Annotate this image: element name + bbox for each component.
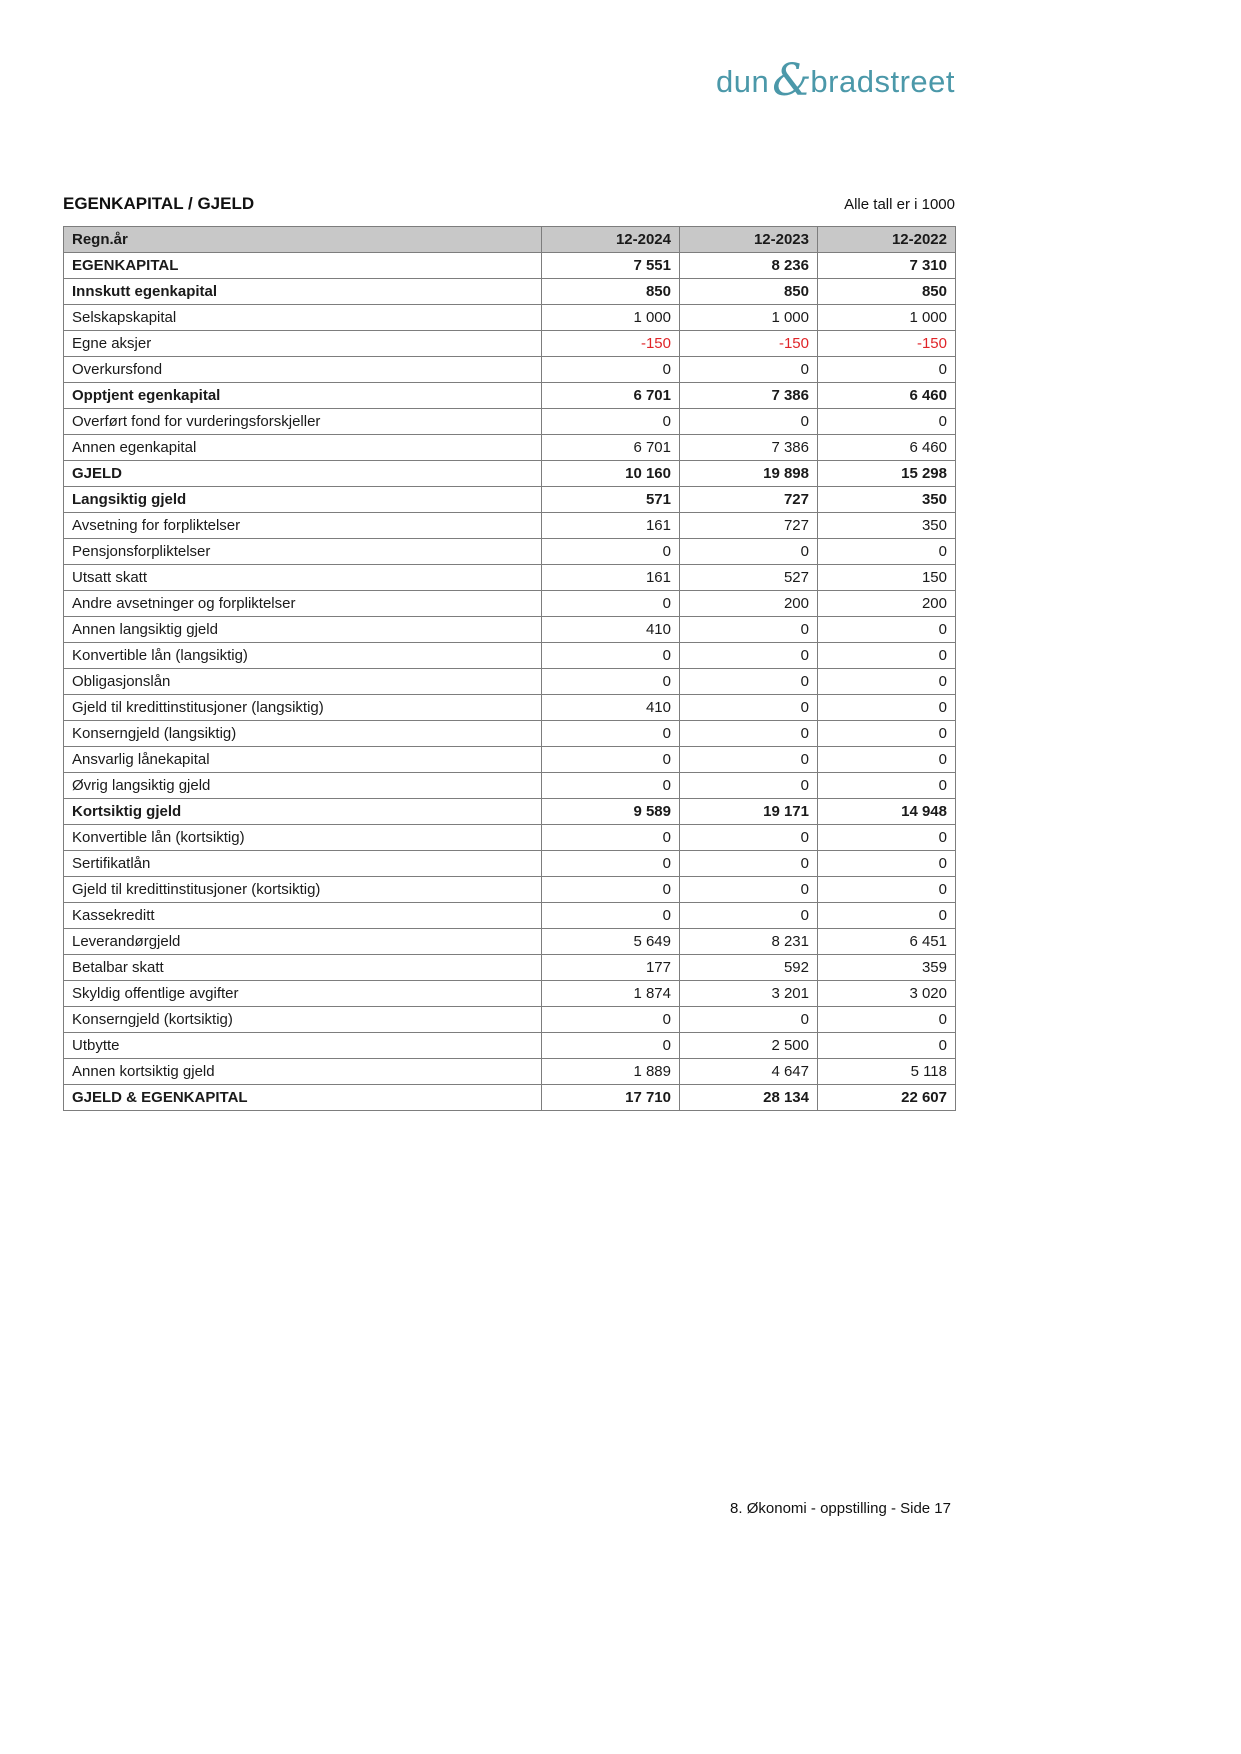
- row-value: 0: [680, 903, 818, 929]
- row-value: 0: [680, 539, 818, 565]
- row-value: 7 310: [818, 253, 956, 279]
- row-value: 0: [818, 409, 956, 435]
- row-label: Konserngjeld (kortsiktig): [64, 1007, 542, 1033]
- table-row: [64, 513, 956, 539]
- row-label: Skyldig offentlige avgifter: [64, 981, 542, 1007]
- row-value: 350: [818, 513, 956, 539]
- table-row: [64, 877, 956, 903]
- table-row: [64, 591, 956, 617]
- row-label: Annen kortsiktig gjeld: [64, 1059, 542, 1085]
- row-value: 0: [542, 1033, 680, 1059]
- row-label: Utbytte: [64, 1033, 542, 1059]
- row-value: 200: [818, 591, 956, 617]
- row-value: 0: [542, 851, 680, 877]
- row-label: Selskapskapital: [64, 305, 542, 331]
- row-value: 727: [680, 513, 818, 539]
- units-note: Alle tall er i 1000: [844, 196, 955, 213]
- row-value: 350: [818, 487, 956, 513]
- row-value: 0: [680, 747, 818, 773]
- table-row: [64, 331, 956, 357]
- row-value: 410: [542, 617, 680, 643]
- row-value: 161: [542, 565, 680, 591]
- table-row: [64, 825, 956, 851]
- table-row: [64, 279, 956, 305]
- row-value: -150: [542, 331, 680, 357]
- column-header-2024: 12-2024: [542, 227, 680, 253]
- row-value: 0: [818, 721, 956, 747]
- row-value: 5 118: [818, 1059, 956, 1085]
- row-label: Annen egenkapital: [64, 435, 542, 461]
- row-label: Leverandørgjeld: [64, 929, 542, 955]
- row-value: 410: [542, 695, 680, 721]
- table-row: [64, 383, 956, 409]
- row-value: 1 889: [542, 1059, 680, 1085]
- row-value: 0: [680, 825, 818, 851]
- row-value: 0: [542, 669, 680, 695]
- row-value: 0: [818, 643, 956, 669]
- row-value: 571: [542, 487, 680, 513]
- row-value: 0: [818, 1007, 956, 1033]
- table-row: [64, 773, 956, 799]
- row-value: 0: [680, 617, 818, 643]
- row-value: 0: [680, 851, 818, 877]
- row-value: -150: [680, 331, 818, 357]
- row-value: 8 231: [680, 929, 818, 955]
- dun-bradstreet-logo: dun & bradstreet: [716, 55, 955, 106]
- row-value: 4 647: [680, 1059, 818, 1085]
- table-row: [64, 981, 956, 1007]
- row-value: 0: [542, 773, 680, 799]
- row-value: 1 000: [680, 305, 818, 331]
- row-value: 0: [818, 357, 956, 383]
- row-value: 0: [542, 747, 680, 773]
- row-label: Betalbar skatt: [64, 955, 542, 981]
- table-row: [64, 409, 956, 435]
- row-value: 0: [818, 877, 956, 903]
- row-value: 0: [542, 825, 680, 851]
- row-value: 0: [818, 669, 956, 695]
- row-value: 0: [680, 721, 818, 747]
- table-header-row: [64, 227, 956, 253]
- row-value: 177: [542, 955, 680, 981]
- row-value: 0: [818, 695, 956, 721]
- row-value: 0: [818, 903, 956, 929]
- row-value: 0: [680, 357, 818, 383]
- row-label: Kortsiktig gjeld: [64, 799, 542, 825]
- table-row: [64, 851, 956, 877]
- row-label: Sertifikatlån: [64, 851, 542, 877]
- row-value: 161: [542, 513, 680, 539]
- row-label: Avsetning for forpliktelser: [64, 513, 542, 539]
- table-row: [64, 305, 956, 331]
- row-value: 0: [818, 825, 956, 851]
- table-row: [64, 357, 956, 383]
- row-label: Kassekreditt: [64, 903, 542, 929]
- table-row: [64, 1059, 956, 1085]
- row-value: 15 298: [818, 461, 956, 487]
- row-value: 6 701: [542, 435, 680, 461]
- row-value: 0: [680, 695, 818, 721]
- row-value: 0: [542, 357, 680, 383]
- row-value: 14 948: [818, 799, 956, 825]
- table-row: [64, 565, 956, 591]
- equity-debt-table: [63, 226, 956, 1111]
- table-row: [64, 747, 956, 773]
- row-value: 3 020: [818, 981, 956, 1007]
- row-label: Langsiktig gjeld: [64, 487, 542, 513]
- row-label: Andre avsetninger og forpliktelser: [64, 591, 542, 617]
- row-value: 359: [818, 955, 956, 981]
- row-value: 0: [818, 617, 956, 643]
- row-label: GJELD & EGENKAPITAL: [64, 1085, 542, 1111]
- table-row: [64, 721, 956, 747]
- table-row: [64, 487, 956, 513]
- table-row: [64, 617, 956, 643]
- row-value: 0: [680, 773, 818, 799]
- row-value: 6 460: [818, 435, 956, 461]
- table-row: [64, 539, 956, 565]
- row-value: 0: [680, 1007, 818, 1033]
- row-value: 0: [542, 1007, 680, 1033]
- row-label: Utsatt skatt: [64, 565, 542, 591]
- row-value: 0: [542, 539, 680, 565]
- row-label: Gjeld til kredittinstitusjoner (langsiktig): [64, 695, 542, 721]
- row-label: Overkursfond: [64, 357, 542, 383]
- row-value: 8 236: [680, 253, 818, 279]
- column-header-regnaar: Regn.år: [64, 227, 542, 253]
- row-label: Egne aksjer: [64, 331, 542, 357]
- row-value: 17 710: [542, 1085, 680, 1111]
- row-label: Konvertible lån (langsiktig): [64, 643, 542, 669]
- row-value: 2 500: [680, 1033, 818, 1059]
- row-value: 0: [680, 409, 818, 435]
- row-value: 19 898: [680, 461, 818, 487]
- row-value: 200: [680, 591, 818, 617]
- row-value: 1 000: [542, 305, 680, 331]
- table-row: [64, 669, 956, 695]
- row-label: Pensjonsforpliktelser: [64, 539, 542, 565]
- row-value: 0: [818, 851, 956, 877]
- row-value: 0: [680, 669, 818, 695]
- row-value: 5 649: [542, 929, 680, 955]
- row-label: GJELD: [64, 461, 542, 487]
- row-value: 0: [542, 877, 680, 903]
- table-row: [64, 253, 956, 279]
- row-value: 7 386: [680, 383, 818, 409]
- row-value: 0: [818, 539, 956, 565]
- row-value: 1 000: [818, 305, 956, 331]
- row-value: 0: [542, 721, 680, 747]
- column-header-2022: 12-2022: [818, 227, 956, 253]
- row-value: 0: [818, 1033, 956, 1059]
- row-value: 7 386: [680, 435, 818, 461]
- table-body: [64, 253, 956, 1111]
- row-label: Innskutt egenkapital: [64, 279, 542, 305]
- row-value: 150: [818, 565, 956, 591]
- row-value: 0: [542, 409, 680, 435]
- row-value: 0: [818, 747, 956, 773]
- row-value: 7 551: [542, 253, 680, 279]
- table-row: [64, 1007, 956, 1033]
- row-value: -150: [818, 331, 956, 357]
- table-row: [64, 643, 956, 669]
- row-label: Overført fond for vurderingsforskjeller: [64, 409, 542, 435]
- row-value: 0: [680, 877, 818, 903]
- row-value: 592: [680, 955, 818, 981]
- row-value: 6 451: [818, 929, 956, 955]
- row-value: 3 201: [680, 981, 818, 1007]
- row-value: 850: [818, 279, 956, 305]
- table-row: [64, 461, 956, 487]
- row-value: 9 589: [542, 799, 680, 825]
- row-label: Opptjent egenkapital: [64, 383, 542, 409]
- row-value: 850: [680, 279, 818, 305]
- title-row: [63, 194, 955, 214]
- row-value: 10 160: [542, 461, 680, 487]
- row-value: 0: [818, 773, 956, 799]
- table-row: [64, 1033, 956, 1059]
- row-label: EGENKAPITAL: [64, 253, 542, 279]
- table-row: [64, 903, 956, 929]
- row-value: 22 607: [818, 1085, 956, 1111]
- page-footer: 8. Økonomi - oppstilling - Side 17: [730, 1500, 951, 1517]
- row-value: 0: [542, 903, 680, 929]
- row-value: 28 134: [680, 1085, 818, 1111]
- row-label: Annen langsiktig gjeld: [64, 617, 542, 643]
- row-label: Obligasjonslån: [64, 669, 542, 695]
- table-header: [64, 227, 956, 253]
- column-header-2023: 12-2023: [680, 227, 818, 253]
- page-title: EGENKAPITAL / GJELD: [63, 194, 255, 213]
- table-row: [64, 435, 956, 461]
- table-row: [64, 799, 956, 825]
- row-value: 850: [542, 279, 680, 305]
- table-row: [64, 955, 956, 981]
- row-value: 527: [680, 565, 818, 591]
- row-value: 0: [542, 643, 680, 669]
- row-value: 1 874: [542, 981, 680, 1007]
- table-row: [64, 1085, 956, 1111]
- row-value: 0: [542, 591, 680, 617]
- row-value: 6 701: [542, 383, 680, 409]
- table-row: [64, 695, 956, 721]
- row-value: 727: [680, 487, 818, 513]
- row-label: Øvrig langsiktig gjeld: [64, 773, 542, 799]
- row-label: Ansvarlig lånekapital: [64, 747, 542, 773]
- row-value: 6 460: [818, 383, 956, 409]
- table-row: [64, 929, 956, 955]
- row-label: Konserngjeld (langsiktig): [64, 721, 542, 747]
- row-label: Konvertible lån (kortsiktig): [64, 825, 542, 851]
- row-label: Gjeld til kredittinstitusjoner (kortsiktig): [64, 877, 542, 903]
- logo-dun-text: dun: [716, 64, 770, 99]
- row-value: 19 171: [680, 799, 818, 825]
- row-value: 0: [680, 643, 818, 669]
- logo-bradstreet-text: bradstreet: [810, 64, 955, 99]
